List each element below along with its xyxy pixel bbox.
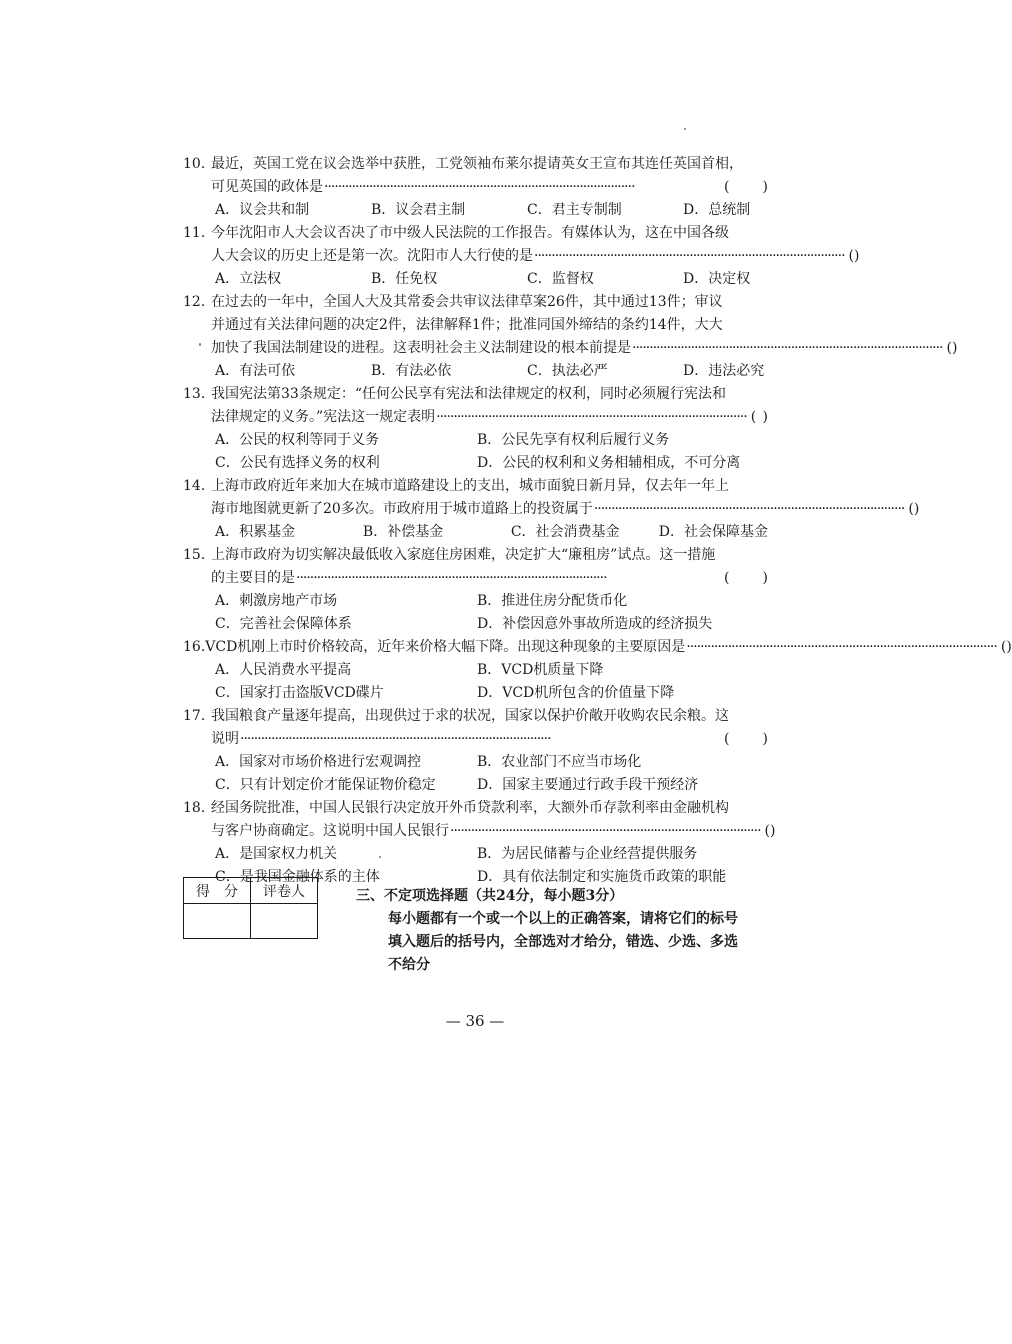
question-stem-line xyxy=(183,498,920,521)
score-table xyxy=(183,877,318,939)
answer-bracket[interactable] xyxy=(997,636,1012,659)
score-cell xyxy=(184,904,251,939)
question-text: 最近，英国工党在议会选举中获胜，工党领袖布莱尔提请英女王宣布其连任英国首相， xyxy=(211,156,743,172)
question-number: 15. xyxy=(183,547,206,563)
answer-option: C．完善社会保障体系 xyxy=(215,616,352,632)
bracket-open: ( xyxy=(724,570,730,586)
question-number: 18. xyxy=(183,800,206,816)
section-desc-line: 每小题都有一个或一个以上的正确答案，请将它们的标号 xyxy=(388,911,738,927)
question-number: 14. xyxy=(183,478,206,494)
question-text: 今年沈阳市人大会议否决了市中级人民法院的工作报告。有媒体认为，这在中国各级 xyxy=(211,225,729,241)
answer-option: C．监督权 xyxy=(527,271,594,287)
question-stem-line xyxy=(183,728,768,751)
answer-bracket[interactable] xyxy=(845,245,860,268)
answer-option: B．补偿基金 xyxy=(362,524,444,540)
question-text: 经国务院批准，中国人民银行决定放开外币贷款利率，大额外币存款利率由金融机构 xyxy=(211,800,729,816)
score-header: 得 分 xyxy=(184,878,251,904)
question-number: 11. xyxy=(183,225,206,241)
question-list xyxy=(183,153,1012,889)
answer-option: D．社会保障基金 xyxy=(658,524,768,540)
bracket-close: ) xyxy=(952,340,958,356)
answer-option: B．VCD机质量下降 xyxy=(477,662,604,678)
question-text: 人大会议的历史上还是第一次。沈阳市人大行使的是 xyxy=(211,248,533,264)
question-text: 可见英国的政体是 xyxy=(211,179,323,195)
question-text: 与客户协商确定。这说明中国人民银行 xyxy=(211,823,449,839)
question-stem-line xyxy=(183,406,768,429)
answer-option: B．公民先享有权利后履行义务 xyxy=(477,432,670,448)
question-stem-line xyxy=(183,567,768,590)
question-stem-line xyxy=(183,797,768,820)
section-desc-line: 不给分 xyxy=(388,957,430,973)
leader-dots: ·························································································· xyxy=(450,823,761,839)
leader-dots: ·························································································· xyxy=(632,340,943,356)
question xyxy=(183,705,768,797)
answer-option: B．推进住房分配货币化 xyxy=(477,593,628,609)
bracket-close: ) xyxy=(762,570,768,586)
answer-option: D．国家主要通过行政手段干预经济 xyxy=(477,777,699,793)
question-text: 说明 xyxy=(211,731,239,747)
answer-option: C．君主专制制 xyxy=(527,202,622,218)
answer-option: C．是我国金融体系的主体 xyxy=(215,869,380,885)
answer-option: D．违法必究 xyxy=(683,363,765,379)
question xyxy=(183,475,920,544)
bracket-open: ( xyxy=(724,179,730,195)
answer-option: A．议会共和制 xyxy=(215,202,310,218)
answer-bracket[interactable] xyxy=(943,337,958,360)
question-text: VCD机刚上市时价格较高，近年来价格大幅下降。出现这种现象的主要原因是 xyxy=(205,639,686,655)
option-row xyxy=(183,521,768,544)
option-row xyxy=(183,360,768,383)
question-text: 并通过有关法律问题的决定2件，法律解释1件；批准同国外缔结的条约14件，大大 xyxy=(211,317,723,333)
answer-option: D．公民的权利和义务相辅相成，不可分离 xyxy=(477,455,741,471)
option-row xyxy=(183,659,768,682)
question-text: 我国粮食产量逐年提高，出现供过于求的状况，国家以保护价敞开收购农民余粮。这 xyxy=(211,708,729,724)
question xyxy=(183,544,768,636)
question xyxy=(183,636,1012,705)
question-stem-line xyxy=(183,176,768,199)
answer-option: A．是国家权力机关 xyxy=(215,846,338,862)
option-row xyxy=(183,774,768,797)
bracket-close: ) xyxy=(913,501,920,517)
page-number: — 36 — xyxy=(445,1012,505,1030)
leader-dots: ·························································································· xyxy=(296,570,607,586)
section-three xyxy=(356,885,766,977)
answer-bracket[interactable] xyxy=(761,820,776,843)
grader-cell xyxy=(251,904,318,939)
question xyxy=(183,383,768,475)
question-stem-line xyxy=(183,475,768,498)
leader-dots: ·························································································· xyxy=(686,639,997,655)
answer-option: A．积累基金 xyxy=(215,524,296,540)
question-text: 的主要目的是 xyxy=(211,570,295,586)
section-title: 三、不定项选择题（共24分，每小题3分） xyxy=(356,888,624,904)
question-text: 法律规定的义务。”宪法这一规定表明 xyxy=(211,409,436,425)
answer-option: C．执法必严 xyxy=(527,363,608,379)
answer-option: C．社会消费基金 xyxy=(510,524,620,540)
answer-option: D．具有依法制定和实施货币政策的职能 xyxy=(477,869,727,885)
question-stem-line xyxy=(183,337,958,360)
bracket-open: ( xyxy=(946,340,952,356)
option-row xyxy=(183,452,768,475)
leader-dots: ·························································································· xyxy=(436,409,747,425)
question-stem-line xyxy=(183,383,768,406)
question xyxy=(183,797,776,889)
answer-option: B．为居民储蓄与企业经营提供服务 xyxy=(477,846,698,862)
answer-bracket[interactable] xyxy=(720,176,768,199)
question-text: 加快了我国法制建设的进程。这表明社会主义法制建设的根本前提是 xyxy=(211,340,631,356)
answer-option: A．人民消费水平提高 xyxy=(215,662,352,678)
question-stem-line xyxy=(183,314,768,337)
question-text: 我国宪法第33条规定：“任何公民享有宪法和法律规定的权利，同时必须履行宪法和 xyxy=(211,386,726,402)
bracket-open: ( xyxy=(1000,639,1007,655)
answer-option: C．公民有选择义务的权利 xyxy=(215,455,380,471)
answer-bracket[interactable] xyxy=(720,567,768,590)
answer-option: D．补偿因意外事故所造成的经济损失 xyxy=(477,616,713,632)
option-row xyxy=(183,613,768,636)
answer-option: B．任免权 xyxy=(371,271,438,287)
bracket-close: ) xyxy=(762,409,768,425)
bracket-open: ( xyxy=(750,409,757,425)
question-stem-line xyxy=(183,636,1012,659)
answer-option: A．国家对市场价格进行宏观调控 xyxy=(215,754,422,770)
section-desc-line: 填入题后的括号内，全部选对才给分，错选、少选、多选 xyxy=(388,934,738,950)
option-row xyxy=(183,682,768,705)
question-text: 上海市政府为切实解决最低收入家庭住房困难，决定扩大“廉租房”试点。这一措施 xyxy=(211,547,716,563)
answer-option: C．只有计划定价才能保证物价稳定 xyxy=(215,777,436,793)
question xyxy=(183,222,860,291)
answer-option: A．刺激房地产市场 xyxy=(215,593,338,609)
option-row xyxy=(183,751,768,774)
leader-dots: ·························································································· xyxy=(593,501,905,517)
answer-option: B．议会君主制 xyxy=(371,202,466,218)
leader-dots: ·························································································· xyxy=(534,248,845,264)
option-row xyxy=(183,429,768,452)
answer-option: D．决定权 xyxy=(683,271,751,287)
question xyxy=(183,291,958,383)
bracket-close: ) xyxy=(762,179,768,195)
question-number: 13. xyxy=(183,386,206,402)
answer-option: A．有法可依 xyxy=(215,363,296,379)
leader-dots: ·························································································· xyxy=(324,179,635,195)
answer-option: B．农业部门不应当市场化 xyxy=(477,754,642,770)
question-stem-line xyxy=(183,245,860,268)
question-number: 12. xyxy=(183,294,206,310)
answer-option: B．有法必依 xyxy=(371,363,452,379)
option-row xyxy=(183,843,768,866)
leader-dots: ·························································································· xyxy=(240,731,551,747)
answer-option: A．公民的权利等同于义务 xyxy=(215,432,380,448)
question-stem-line xyxy=(183,705,768,728)
question-text: 海市地图就更新了20多次。市政府用于城市道路上的投资属于 xyxy=(211,501,593,517)
answer-bracket[interactable] xyxy=(747,406,768,429)
question-stem-line xyxy=(183,222,768,245)
option-row xyxy=(183,590,768,613)
option-row xyxy=(183,199,768,222)
question-stem-line xyxy=(183,153,768,176)
bracket-open: ( xyxy=(724,731,730,747)
question-stem-line xyxy=(183,820,776,843)
bracket-open: ( xyxy=(908,501,914,517)
question-number: 10. xyxy=(183,156,206,172)
scan-speck xyxy=(684,128,686,130)
bracket-close: ) xyxy=(854,248,860,264)
answer-bracket[interactable] xyxy=(904,498,919,521)
option-row xyxy=(183,268,768,291)
answer-option: D．VCD机所包含的价值量下降 xyxy=(477,685,675,701)
bracket-open: ( xyxy=(848,248,854,264)
answer-option: A．立法权 xyxy=(215,271,282,287)
bracket-close: ) xyxy=(1006,639,1012,655)
answer-bracket[interactable] xyxy=(720,728,768,751)
grader-header: 评卷人 xyxy=(251,878,318,904)
question-number: 17. xyxy=(183,708,206,724)
question-stem-line xyxy=(183,291,768,314)
answer-option: D．总统制 xyxy=(683,202,751,218)
bracket-close: ) xyxy=(770,823,776,839)
question-stem-line xyxy=(183,544,768,567)
question xyxy=(183,153,768,222)
bracket-open: ( xyxy=(764,823,770,839)
question-number: 16. xyxy=(183,639,206,655)
question-text: 上海市政府近年来加大在城市道路建设上的支出，城市面貌日新月异，仅去年一年上 xyxy=(211,478,729,494)
answer-option: C．国家打击盗版VCD碟片 xyxy=(215,685,384,701)
bracket-close: ) xyxy=(762,731,768,747)
question-text: 在过去的一年中，全国人大及其常委会共审议法律草案26件，其中通过13件；审议 xyxy=(211,294,723,310)
